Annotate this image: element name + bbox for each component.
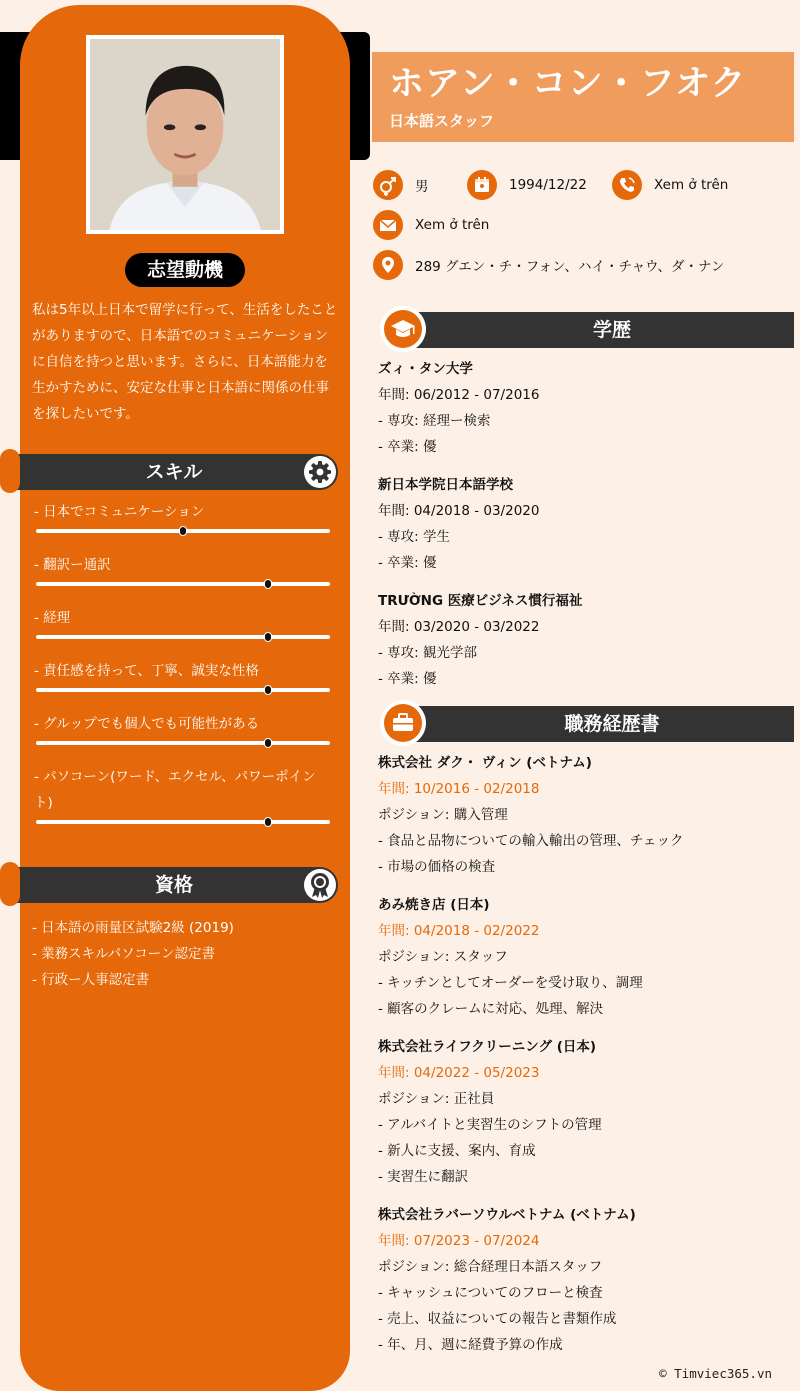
birthday-value: 1994/12/22 (509, 177, 587, 193)
education-major: - 専攻: 観光学部 (378, 645, 478, 661)
job-title: 日本語スタッフ (389, 112, 495, 130)
skill-item (34, 605, 334, 658)
email-info (373, 210, 489, 240)
experience-entry (378, 1034, 794, 1190)
experience-position: ポジション: 総合経理日本語スタッフ (378, 1259, 603, 1275)
experience-duty: - 実習生に翻訳 (378, 1169, 469, 1185)
phone-icon (612, 170, 642, 200)
education-period: 年間: 03/2020 - 03/2022 (378, 619, 540, 635)
profile-photo (86, 35, 284, 234)
education-entry (378, 588, 794, 692)
experience-position: ポジション: 購入管理 (378, 807, 508, 823)
education-entry (378, 356, 794, 460)
skill-knob (264, 685, 272, 695)
skill-item (34, 764, 334, 844)
education-grade: - 卒業: 優 (378, 439, 437, 455)
skill-knob (264, 738, 272, 748)
certificate-item: - 日本語の雨量区試験2級 (2019) (32, 920, 234, 936)
person-photo-icon (90, 39, 280, 230)
experience-duty: - 売上、収益についての報告と書類作成 (378, 1311, 617, 1327)
experience-section-header (380, 706, 794, 742)
skill-item (34, 499, 334, 552)
education-title: 学歴 (400, 312, 794, 348)
company-name: あみ焼き店 (日本) (378, 897, 490, 913)
graduation-cap-icon (380, 306, 426, 352)
skill-knob (179, 526, 187, 536)
experience-duty: - アルバイトと実習生のシフトの管理 (378, 1117, 602, 1133)
education-entry (378, 472, 794, 576)
address-info (373, 250, 724, 280)
education-period: 年間: 06/2012 - 07/2016 (378, 387, 540, 403)
experience-position: ポジション: スタッフ (378, 949, 508, 965)
phone-value: Xem ở trên (654, 177, 729, 193)
skill-label: - グルップでも個人でも可能性がある (34, 716, 260, 732)
experience-duty: - 市場の価格の検査 (378, 859, 496, 875)
experience-duty: - 顧客のクレームに対応、処理、解決 (378, 1001, 604, 1017)
gender-icon (373, 170, 403, 200)
school-name: ズィ・タン大学 (378, 361, 473, 377)
experience-entry (378, 1202, 794, 1358)
envelope-icon (373, 210, 403, 240)
skill-item (34, 658, 334, 711)
skills-section-header (10, 454, 338, 490)
gender-info (373, 170, 429, 200)
skill-bar (36, 741, 330, 745)
experience-entry (378, 892, 794, 1022)
experience-duty: - キッチンとしてオーダーを受け取り、調理 (378, 975, 643, 991)
footer-credit: © Timviec365.vn (659, 1366, 772, 1381)
address-value: 289 グエン・チ・フォン、ハイ・チャウ、ダ・ナン (415, 259, 725, 275)
skill-bar (36, 582, 330, 586)
name-banner (372, 52, 794, 142)
experience-entry (378, 750, 794, 880)
phone-info (612, 170, 728, 200)
skill-item (34, 552, 334, 605)
gear-icon (304, 456, 336, 488)
school-name: TRƯỜNG 医療ビジネス慣行福祉 (378, 593, 583, 609)
certificate-item: - 行政ー人事認定書 (32, 972, 150, 988)
company-name: 株式会社ライフクリーニング (日本) (378, 1039, 597, 1055)
experience-period: 年間: 07/2023 - 07/2024 (378, 1233, 540, 1249)
skill-item (34, 711, 334, 764)
skills-title: スキル (145, 461, 203, 483)
skill-knob (264, 579, 272, 589)
education-period: 年間: 04/2018 - 03/2020 (378, 503, 540, 519)
company-name: 株式会社 ダク・ ヴィン (ベトナム) (378, 755, 592, 771)
candidate-name: ホアン・コン・フオク (389, 64, 747, 104)
experience-period: 年間: 10/2016 - 02/2018 (378, 781, 540, 797)
skill-label: - パソコーン(ワード、エクセル、パワーポイント) (34, 769, 316, 811)
skill-bar (36, 688, 330, 692)
school-name: 新日本学院日本語学校 (378, 477, 513, 493)
certificates-title: 資格 (154, 874, 193, 896)
education-major: - 専攻: 経理ー検索 (378, 413, 491, 429)
section-tab (0, 449, 20, 493)
education-section-header (380, 312, 794, 348)
calendar-icon (467, 170, 497, 200)
motivation-text: 私は5年以上日本で留学に行って、生活をしたことがありますので、日本語でのコミュニケーションに自信を持つと思います。さらに、日本語能力を生かすために、安定な仕事と日本語に関係の仕事を探したいです。 (32, 302, 338, 422)
experience-duty: - 年、月、週に経費予算の作成 (378, 1337, 563, 1353)
experience-period: 年間: 04/2018 - 02/2022 (378, 923, 540, 939)
certificate-item: - 業務スキルパソコーン認定書 (32, 946, 216, 962)
experience-duty: - キャッシュについてのフローと検査 (378, 1285, 603, 1301)
experience-duty: - 新人に支援、案内、育成 (378, 1143, 536, 1159)
certificates-section-header (10, 867, 338, 903)
skill-label: - 経理 (34, 610, 71, 626)
skill-label: - 日本でコミュニケーション (34, 504, 205, 520)
experience-duty: - 食品と品物についての輸入輸出の管理、チェック (378, 833, 684, 849)
skill-bar (36, 820, 330, 824)
award-icon (304, 869, 336, 901)
location-pin-icon (373, 250, 403, 280)
birthday-info (467, 170, 587, 200)
experience-title: 職務経歴書 (400, 706, 794, 742)
experience-period: 年間: 04/2022 - 05/2023 (378, 1065, 540, 1081)
motivation-title: 志望動機 (125, 253, 245, 287)
email-value: Xem ở trên (415, 217, 490, 233)
skill-knob (264, 632, 272, 642)
skill-bar (36, 529, 330, 533)
skill-label: - 翻訳ー通訳 (34, 557, 111, 573)
gender-value: 男 (415, 179, 429, 195)
education-grade: - 卒業: 優 (378, 555, 437, 571)
company-name: 株式会社ラバーソウルベトナム (ベトナム) (378, 1207, 636, 1223)
skill-bar (36, 635, 330, 639)
education-grade: - 卒業: 優 (378, 671, 437, 687)
education-major: - 専攻: 学生 (378, 529, 451, 545)
sidebar (20, 5, 350, 1391)
skill-knob (264, 817, 272, 827)
experience-position: ポジション: 正社員 (378, 1091, 495, 1107)
section-tab (0, 862, 20, 906)
certificates-list (32, 915, 332, 993)
briefcase-icon (380, 700, 426, 746)
skills-list (34, 499, 334, 844)
skill-label: - 責任感を持って、丁寧、誠実な性格 (34, 663, 259, 679)
